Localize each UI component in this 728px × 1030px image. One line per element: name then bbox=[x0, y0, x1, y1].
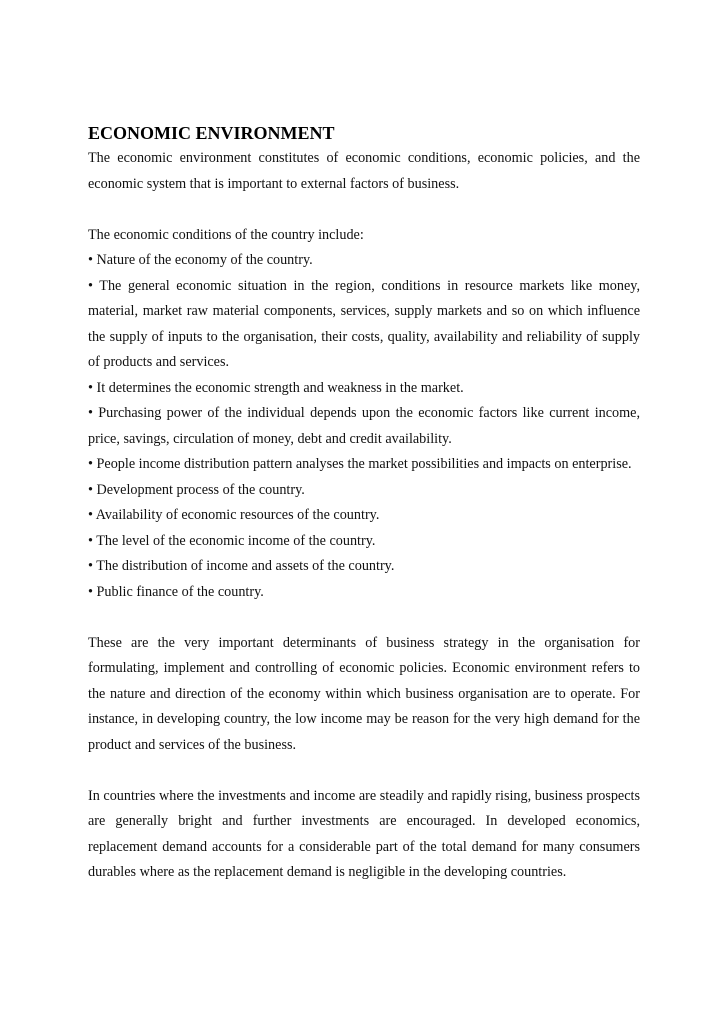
determinants-paragraph: These are the very important determinants of business strategy in the organisation for formulating, implement and controlling of economic policies. Economic environment refers to the nature and direction of the economy within which business organisation are to operate. For instance, in developing country, the low income may be reason for the very high demand for the product and services of the business. bbox=[88, 634, 640, 753]
list-item: • The general economic situation in the region, conditions in resource markets like money, material, market raw material components, services, supply markets and so on which influence the supply of inputs to the organisation, their costs, quality, availability and reliability of supply of products and services. bbox=[88, 277, 640, 370]
list-item: • Availability of economic resources of the country. bbox=[88, 507, 380, 523]
list-item: • It determines the economic strength and weakness in the market. bbox=[88, 379, 464, 396]
list-item: • Public finance of the country. bbox=[88, 583, 264, 600]
conditions-lead: The economic conditions of the country include: bbox=[88, 226, 364, 243]
list-item: • The level of the economic income of the country. bbox=[88, 532, 376, 549]
list-item: • Nature of the economy of the country. bbox=[88, 252, 313, 268]
paragraph-spacer bbox=[88, 197, 640, 223]
list-item: • Purchasing power of the individual depends upon the economic factors like current income, price, savings, circulation of money, debt and credit availability. bbox=[88, 405, 640, 447]
section-heading: ECONOMIC ENVIRONMENT bbox=[88, 123, 335, 143]
conditions-list bbox=[88, 248, 640, 605]
paragraph-spacer bbox=[88, 758, 640, 784]
list-item: • Development process of the country. bbox=[88, 481, 305, 498]
intro-paragraph: The economic environment constitutes of economic conditions, economic policies, and the economic system that is important to external factors of business. bbox=[88, 150, 640, 192]
list-item: • People income distribution pattern analyses the market possibilities and impacts on enterprise. bbox=[88, 456, 632, 472]
investments-paragraph: In countries where the investments and income are steadily and rapidly rising, business prospects are generally bright and further investments are encouraged. In developed economics, replacement demand accounts for a considerable part of the total demand for many consumers durables where as the replacement demand is negligible in the developing countries. bbox=[88, 787, 640, 880]
document-body bbox=[88, 120, 640, 886]
list-item: • The distribution of income and assets of the country. bbox=[88, 558, 395, 574]
paragraph-spacer bbox=[88, 605, 640, 631]
